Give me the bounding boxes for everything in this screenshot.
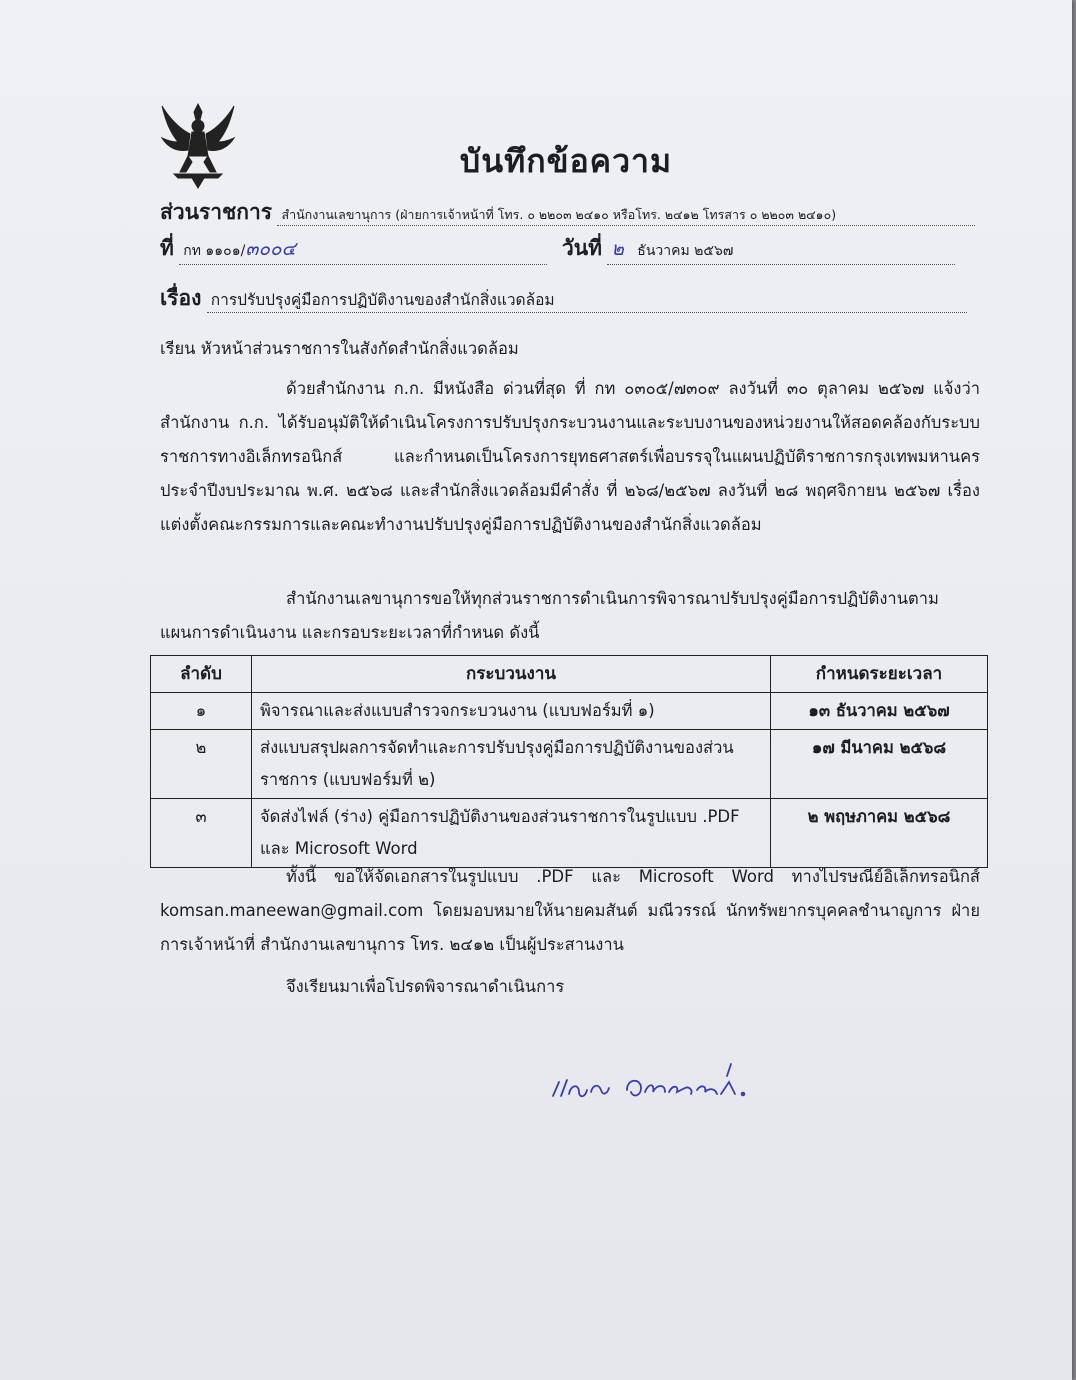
- table-header-row: [151, 656, 988, 693]
- agency-value: สำนักงานเลขานุการ (ฝ่ายการเจ้าหน้าที่ โทร. ๐ ๒๒๐๓ ๒๔๑๐ หรือโทร. ๒๔๑๒ โทรสาร ๐ ๒๒๐๓ ๒๔๑๐): [277, 205, 975, 226]
- table-row: [151, 730, 988, 799]
- date-value: ธันวาคม ๒๕๖๗: [637, 243, 734, 259]
- date-row: [562, 232, 955, 265]
- row-deadline: ๒ พฤษภาคม ๒๕๖๘: [771, 799, 988, 868]
- number-value: กท ๑๑๐๑/: [183, 243, 246, 259]
- number-label: ที่: [160, 236, 174, 260]
- number-handwritten: ๓๐๐๔: [245, 238, 296, 260]
- header-process: กระบวนงาน: [252, 656, 771, 693]
- salutation: เรียน หัวหน้าส่วนราชการในสังกัดสำนักสิ่งแวดล้อม: [160, 339, 519, 358]
- closing: จึงเรียนมาเพื่อโปรดพิจารณาดำเนินการ: [286, 977, 565, 996]
- number-field: [179, 234, 547, 265]
- header-deadline: กำหนดระยะเวลา: [771, 656, 988, 693]
- agency-row: [160, 196, 975, 229]
- row-process: ส่งแบบสรุปผลการจัดทำและการปรับปรุงคู่มือการปฏิบัติงานของส่วนราชการ (แบบฟอร์มที่ ๒): [252, 730, 771, 799]
- date-handwritten: ๒: [611, 238, 624, 260]
- paragraph-1: ด้วยสำนักงาน ก.ก. มีหนังสือ ด่วนที่สุด ที่ กท ๐๓๐๕/๗๓๐๙ ลงวันที่ ๓๐ ตุลาคม ๒๕๖๗ แจ้งว่า สำนักงาน ก.ก. ได้รับอนุมัติให้ดำเนินโครงการปรับปรุงกระบวนงานและระบบงานของหน่วยงานให้สอดคล้องกับระบบราชการทางอิเล็กทรอนิกส์ และกำหนดเป็นโครงการยุทธศาสตร์เพื่อบรรจุในแผนปฏิบัติราชการกรุงเทพมหานคร ประจำปีงบประมาณ พ.ศ. ๒๕๖๘ และสำนักสิ่งแวดล้อมมีคำสั่ง ที่ ๒๖๘/๒๕๖๗ ลงวันที่ ๒๘ พฤศจิกายน ๒๕๖๗ เรื่อง แต่งตั้งคณะกรรมการและคณะทำงานปรับปรุงคู่มือการปฏิบัติงานของสำนักสิ่งแวดล้อม: [160, 379, 980, 534]
- paragraph-2: สำนักงานเลขานุการขอให้ทุกส่วนราชการดำเนินการพิจารณาปรับปรุงคู่มือการปฏิบัติงานตามแผนการดำเนินงาน และกรอบระยะเวลาที่กำหนด ดังนี้: [160, 589, 939, 642]
- row-order: ๑: [151, 693, 252, 730]
- subject-label: เรื่อง: [160, 286, 202, 310]
- row-process: จัดส่งไฟล์ (ร่าง) คู่มือการปฏิบัติงานของส่วนราชการในรูปแบบ .PDF และ Microsoft Word: [252, 799, 771, 868]
- date-label: วันที่: [562, 236, 602, 260]
- schedule-table: [150, 655, 988, 868]
- row-order: ๒: [151, 730, 252, 799]
- date-field: [607, 234, 955, 265]
- number-row: [160, 232, 547, 265]
- doc-title: บันทึกข้อความ: [459, 142, 673, 180]
- agency-label: ส่วนราชการ: [160, 200, 273, 224]
- header-order: ลำดับ: [151, 656, 252, 693]
- row-order: ๓: [151, 799, 252, 868]
- subject-value: การปรับปรุงคู่มือการปฏิบัติงานของสำนักสิ่งแวดล้อม: [207, 287, 967, 313]
- row-process: พิจารณาและส่งแบบสำรวจกระบวนงาน (แบบฟอร์มที่ ๑): [252, 693, 771, 730]
- subject-row: [160, 282, 967, 315]
- table-row: [151, 693, 988, 730]
- row-deadline: ๑๓ ธันวาคม ๒๕๖๗: [771, 693, 988, 730]
- table-row: [151, 799, 988, 868]
- signature-scribble: [545, 1060, 755, 1110]
- row-deadline: ๑๗ มีนาคม ๒๕๖๘: [771, 730, 988, 799]
- paragraph-3: ทั้งนี้ ขอให้จัดเอกสารในรูปแบบ .PDF และ Microsoft Word ทางไปรษณีย์อิเล็กทรอนิกส์ komsan.maneewan@gmail.com โดยมอบหมายให้นายคมสันต์ มณีวรรณ์ นักทรัพยากรบุคคลชำนาญการ ฝ่ายการเจ้าหน้าที่ สำนักงานเลขานุการ โทร. ๒๔๑๒ เป็นผู้ประสานงาน: [160, 867, 980, 954]
